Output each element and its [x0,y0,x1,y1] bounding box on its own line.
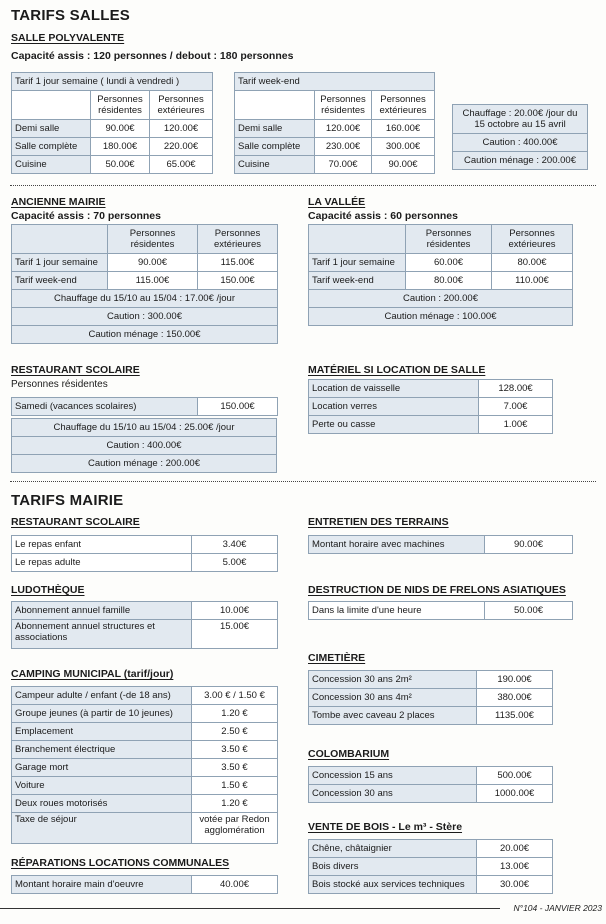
row-label: Demi salle [235,120,315,138]
row-value-ext: 220.00€ [150,138,213,156]
row-label: Samedi (vacances scolaires) [12,398,198,416]
row-value-res: 90.00€ [108,254,198,272]
table-row [12,876,278,894]
row-label: Dans la limite d'une heure [309,602,485,620]
page-footer: N°104 - JANVIER 2023 [513,903,602,913]
row-label: Concession 30 ans 2m² [309,671,477,689]
caution-menage-info: Caution ménage : 100.00€ [309,308,573,326]
materiel-title: MATÉRIEL SI LOCATION DE SALLE [308,364,486,376]
salle-polyvalente-capacity: Capacité assis : 120 personnes / debout : 180 personnes [11,50,294,62]
row-label: Cuisine [235,156,315,174]
table-row [12,687,278,705]
camping-title: CAMPING MUNICIPAL (tarif/jour) [11,668,174,680]
row-label: Salle complète [12,138,91,156]
table-row [309,858,553,876]
row-value-ext: 150.00€ [198,272,278,290]
row-label: Le repas adulte [12,554,192,572]
table-row [309,671,553,689]
ludotheque-title: LUDOTHÈQUE [11,584,85,596]
row-value-res: 115.00€ [108,272,198,290]
row-value: 1.00€ [479,416,553,434]
chauffage-info: Chauffage : 20.00€ /jour du 15 octobre au 15 avril [453,105,588,134]
row-value: 1135.00€ [477,707,553,725]
caution-info: Caution : 400.00€ [12,437,277,455]
row-label: Tarif week-end [309,272,406,290]
chauffage-info: Chauffage du 15/10 au 15/04 : 17.00€ /jour [12,290,278,308]
salle-polyvalente-title: SALLE POLYVALENTE [11,32,125,44]
table-row [309,785,553,803]
row-label: Abonnement annuel structures et associations [12,620,192,649]
ludotheque-table [11,601,278,649]
caution-info: Caution : 300.00€ [12,308,278,326]
row-label: Demi salle [12,120,91,138]
row-label: Deux roues motorisés [12,795,192,813]
row-value: 90.00€ [485,536,573,554]
table-row [12,813,278,844]
colombarium-table [308,766,553,803]
row-label: Le repas enfant [12,536,192,554]
materiel-table [308,379,553,434]
row-value-res: 90.00€ [91,120,150,138]
table-row [12,602,278,620]
table-row [309,398,553,416]
reparations-table [11,875,278,894]
row-label: Montant horaire main d'oeuvre [12,876,192,894]
row-label: Concession 15 ans [309,767,477,785]
row-value: 128.00€ [479,380,553,398]
row-label: Groupe jeunes (à partir de 10 jeunes) [12,705,192,723]
row-value-res: 60.00€ [406,254,492,272]
table-row [12,705,278,723]
row-label: Perte ou casse [309,416,479,434]
row-value: 3.40€ [192,536,278,554]
restaurant-scolaire-salle-table [11,397,278,416]
table-row [309,536,573,554]
row-value: 190.00€ [477,671,553,689]
table-row [12,138,213,156]
la-vallee-table [308,224,573,326]
row-value-ext: 120.00€ [150,120,213,138]
row-label: Voiture [12,777,192,795]
row-label: Bois stocké aux services techniques [309,876,477,894]
table-row [12,120,213,138]
row-value-res: 230.00€ [315,138,372,156]
divider [10,185,596,186]
table-row [12,536,278,554]
caution-menage-info: Caution ménage : 150.00€ [12,326,278,344]
table-row [309,272,573,290]
table-row [12,620,278,649]
frelons-title: DESTRUCTION DE NIDS DE FRELONS ASIATIQUES [308,584,566,596]
row-value: 30.00€ [477,876,553,894]
table-row [309,767,553,785]
table-row [12,759,278,777]
row-label: Branchement électrique [12,741,192,759]
row-value: 380.00€ [477,689,553,707]
row-label: Montant horaire avec machines [309,536,485,554]
section-title-tarifs-mairie: TARIFS MAIRIE [11,492,124,509]
ancienne-mairie-title: ANCIENNE MAIRIE [11,196,106,208]
polyvalente-weekend-table [234,72,435,174]
row-label: Tombe avec caveau 2 places [309,707,477,725]
col-header-exterieures: Personnes extérieures [198,225,278,254]
caution-info: Caution : 200.00€ [309,290,573,308]
row-label: Garage mort [12,759,192,777]
divider [10,481,596,482]
row-value-res: 70.00€ [315,156,372,174]
col-header-residentes: Personnes résidentes [91,91,150,120]
la-vallee-capacity: Capacité assis : 60 personnes [308,210,458,222]
reparations-title: RÉPARATIONS LOCATIONS COMMUNALES [11,857,230,869]
table-row [309,602,573,620]
col-header-exterieures: Personnes extérieures [150,91,213,120]
row-label: Concession 30 ans [309,785,477,803]
col-header-exterieures: Personnes extérieures [492,225,573,254]
polyvalente-semaine-table [11,72,213,174]
row-value: 1.20 € [192,795,278,813]
row-value: 40.00€ [192,876,278,894]
cimetiere-title: CIMETIÈRE [308,652,366,664]
table-row [309,254,573,272]
table-row [235,120,435,138]
row-label: Concession 30 ans 4m² [309,689,477,707]
table-row [235,156,435,174]
table-row [12,554,278,572]
vente-bois-table [308,839,553,894]
restaurant-scolaire-extras-table [11,418,277,473]
row-label: Location verres [309,398,479,416]
row-label: Location de vaisselle [309,380,479,398]
row-label: Chêne, châtaignier [309,840,477,858]
row-label: Bois divers [309,858,477,876]
row-value-ext: 110.00€ [492,272,573,290]
row-value: 3.50 € [192,741,278,759]
row-value-ext: 90.00€ [372,156,435,174]
row-value: 3.50 € [192,759,278,777]
table-row [12,272,278,290]
col-header-residentes: Personnes résidentes [406,225,492,254]
row-value: 15.00€ [192,620,278,649]
col-header-residentes: Personnes résidentes [315,91,372,120]
row-label: Salle complète [235,138,315,156]
ancienne-mairie-table [11,224,278,344]
la-vallee-title: LA VALLÉE [308,196,366,208]
row-value: 50.00€ [485,602,573,620]
restaurant-scolaire-subtitle: Personnes résidentes [11,379,108,390]
row-label: Campeur adulte / enfant (-de 18 ans) [12,687,192,705]
caution-menage-info: Caution ménage : 200.00€ [453,152,588,170]
entretien-table [308,535,573,554]
colombarium-title: COLOMBARIUM [308,748,390,760]
footer-rule [0,908,500,909]
caution-info: Caution : 400.00€ [453,134,588,152]
row-value: 3.00 € / 1.50 € [192,687,278,705]
row-value: 5.00€ [192,554,278,572]
row-value: 2.50 € [192,723,278,741]
col-header-residentes: Personnes résidentes [108,225,198,254]
row-label: Tarif week-end [12,272,108,290]
table-row [309,840,553,858]
row-value-ext: 160.00€ [372,120,435,138]
table-row [12,254,278,272]
row-value-res: 120.00€ [315,120,372,138]
row-value: 1.50 € [192,777,278,795]
entretien-title: ENTRETIEN DES TERRAINS [308,516,449,528]
table-row [309,876,553,894]
table-row [309,380,553,398]
table-row [12,777,278,795]
table-caption: Tarif week-end [235,73,435,91]
ancienne-mairie-capacity: Capacité assis : 70 personnes [11,210,161,222]
row-label: Tarif 1 jour semaine [12,254,108,272]
col-header-exterieures: Personnes extérieures [372,91,435,120]
row-value: 500.00€ [477,767,553,785]
row-value-ext: 115.00€ [198,254,278,272]
row-label: Cuisine [12,156,91,174]
section-title-tarifs-salles: TARIFS SALLES [11,7,130,24]
restaurant-scolaire-mairie-table [11,535,278,572]
row-value: 150.00€ [198,398,278,416]
chauffage-info: Chauffage du 15/10 au 15/04 : 25.00€ /jour [12,419,277,437]
vente-bois-title: VENTE DE BOIS - Le m³ - Stère [308,821,463,833]
row-value: 1000.00€ [477,785,553,803]
row-value-ext: 80.00€ [492,254,573,272]
camping-table [11,686,278,844]
cimetiere-table [308,670,553,725]
table-row [309,689,553,707]
table-row [12,723,278,741]
table-row [309,707,553,725]
row-label: Emplacement [12,723,192,741]
table-row [12,156,213,174]
row-value-res: 50.00€ [91,156,150,174]
table-row [12,398,278,416]
row-value-res: 80.00€ [406,272,492,290]
row-value: 1.20 € [192,705,278,723]
restaurant-scolaire-mairie-title: RESTAURANT SCOLAIRE [11,516,140,528]
row-label: Abonnement annuel famille [12,602,192,620]
row-label: Taxe de séjour [12,813,192,844]
row-value-ext: 65.00€ [150,156,213,174]
row-value-ext: 300.00€ [372,138,435,156]
frelons-table [308,601,573,620]
table-row [309,416,553,434]
row-value: 20.00€ [477,840,553,858]
table-row [235,138,435,156]
row-value: 7.00€ [479,398,553,416]
polyvalente-extras-table [452,104,588,170]
row-label: Tarif 1 jour semaine [309,254,406,272]
restaurant-scolaire-salle-title: RESTAURANT SCOLAIRE [11,364,140,376]
row-value-res: 180.00€ [91,138,150,156]
table-caption: Tarif 1 jour semaine ( lundi à vendredi ) [12,73,213,91]
table-row [12,795,278,813]
table-row [12,741,278,759]
caution-menage-info: Caution ménage : 200.00€ [12,455,277,473]
row-value: 13.00€ [477,858,553,876]
row-value: votée par Redon agglomération [192,813,278,844]
row-value: 10.00€ [192,602,278,620]
